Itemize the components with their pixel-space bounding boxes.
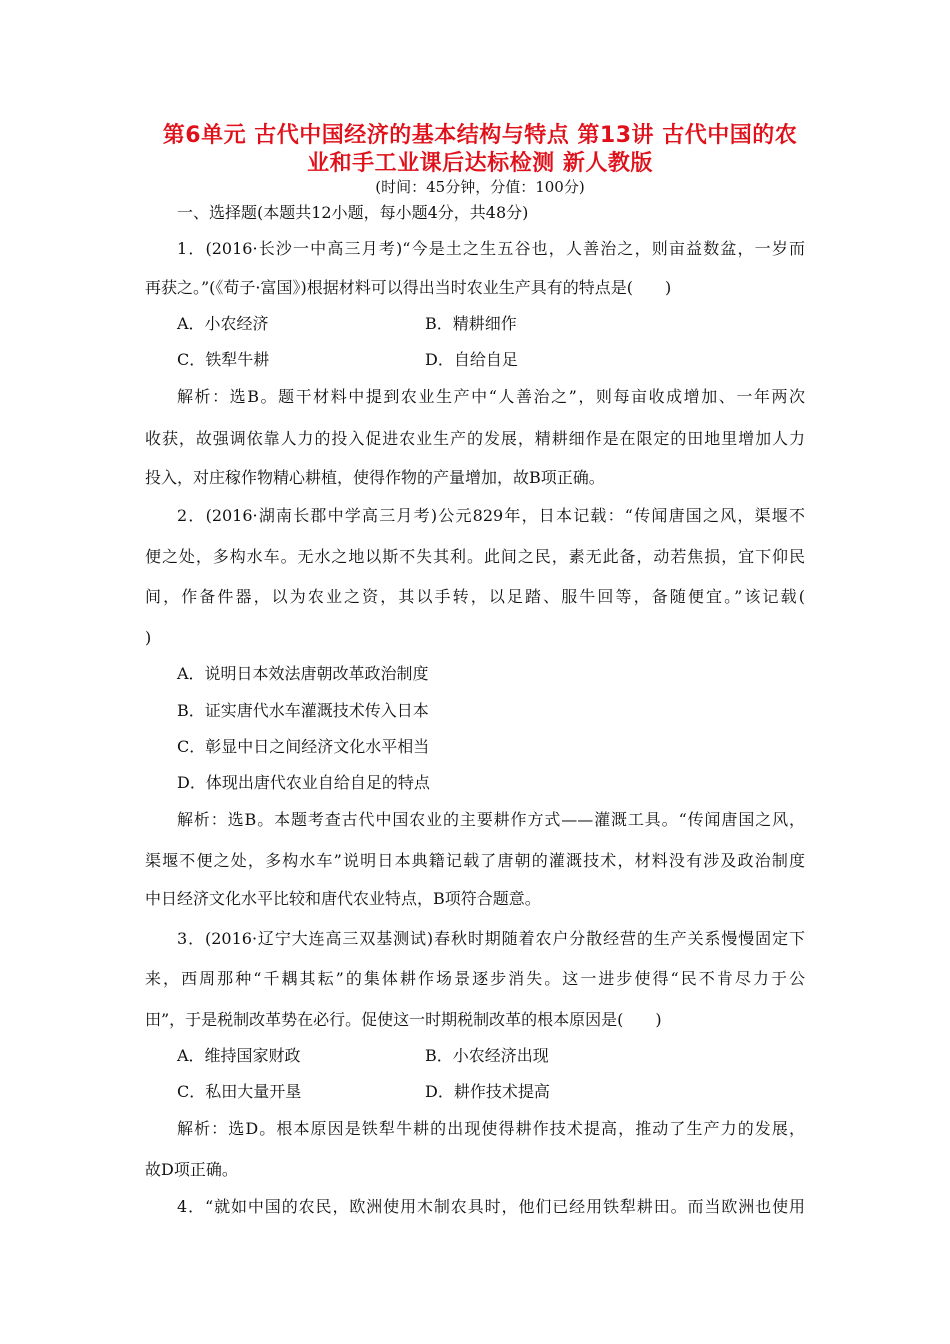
q1-explanation-line-1: 解析：选B。题干材料中提到农业生产中“人善治之”，则每亩收成增加、一年两次 [177,387,805,406]
q3-option-c: C．私田大量开垦 [177,1082,302,1101]
q3-option-a: A．维持国家财政 [177,1046,301,1065]
q2-explanation-line-3: 中日经济文化水平比较和唐代农业特点，B项符合题意。 [145,889,541,908]
q1-explanation-line-2: 收获，故强调依靠人力的投入促进农业生产的发展，精耕细作是在限定的田地里增加人力 [145,429,805,448]
q1-option-c: C．铁犁牛耕 [177,350,270,369]
q2-explanation-line-1: 解析：选B。本题考查古代中国农业的主要耕作方式——灌溉工具。“传闻唐国之风， [177,810,805,829]
title-line-1: 第6单元 古代中国经济的基本结构与特点 第13讲 古代中国的农 [162,123,798,148]
q3-option-d: D．耕作技术提高 [425,1082,550,1101]
q3-explanation-line-2: 故D项正确。 [145,1160,238,1179]
q1-option-b: B．精耕细作 [425,314,517,333]
q1-explanation-line-3: 投入，对庄稼作物精心耕植，使得作物的产量增加，故B项正确。 [145,468,605,487]
q3-stem-line-2: 来，西周那种“千耦其耘”的集体耕作场景逐步消失。这一进步使得“民不肯尽力于公 [145,969,805,988]
q3-stem-line-3: 田”，于是税制改革势在必行。促使这一时期税制改革的根本原因是( ) [145,1010,662,1029]
q3-explanation-line-1: 解析：选D。根本原因是铁犁牛耕的出现使得耕作技术提高，推动了生产力的发展， [177,1119,805,1138]
q1-option-a: A．小农经济 [177,314,269,333]
document-title [140,122,820,178]
q2-stem-line-1: 2．(2016·湖南长郡中学高三月考)公元829年，日本记载：“传闻唐国之风，渠堰不 [177,506,805,525]
q2-option-b: B．证实唐代水车灌溉技术传入日本 [177,701,429,720]
time-score-note: (时间：45分钟，分值：100分) [375,178,585,196]
q2-explanation-line-2: 渠堰不便之处，多构水车”说明日本典籍记载了唐朝的灌溉技术，材料没有涉及政治制度 [145,851,805,870]
q2-stem-line-3: 间，作备件器，以为农业之资，其以手转，以足踏、服牛回等，备随便宜。”该记载( [145,587,805,606]
section-heading: 一、选择题(本题共12小题，每小题4分，共48分) [177,203,529,222]
q3-stem-line-1: 3．(2016·辽宁大连高三双基测试)春秋时期随着农户分散经营的生产关系慢慢固定下 [177,929,805,948]
q1-stem-line-2: 再获之。”(《荀子·富国》)根据材料可以得出当时农业生产具有的特点是( ) [145,278,672,297]
q3-option-b: B．小农经济出现 [425,1046,549,1065]
q1-option-d: D．自给自足 [425,350,518,369]
q2-option-d: D．体现出唐代农业自给自足的特点 [177,773,430,792]
q1-stem-line-1: 1．(2016·长沙一中高三月考)“今是土之生五谷也，人善治之，则亩益数盆，一岁而 [177,239,805,258]
q2-stem-line-4: ) [145,628,152,647]
q2-option-a: A．说明日本效法唐朝改革政治制度 [177,664,429,683]
q2-option-c: C．彰显中日之间经济文化水平相当 [177,737,430,756]
title-line-2: 业和手工业课后达标检测 新人教版 [307,151,653,176]
q4-stem-line-1: 4．“就如中国的农民，欧洲使用木制农具时，他们已经用铁犁耕田。而当欧洲也使用 [177,1197,805,1216]
q2-stem-line-2: 便之处，多构水车。无水之地以斯不失其利。此间之民，素无此备，动若焦损，宜下仰民 [145,547,805,566]
